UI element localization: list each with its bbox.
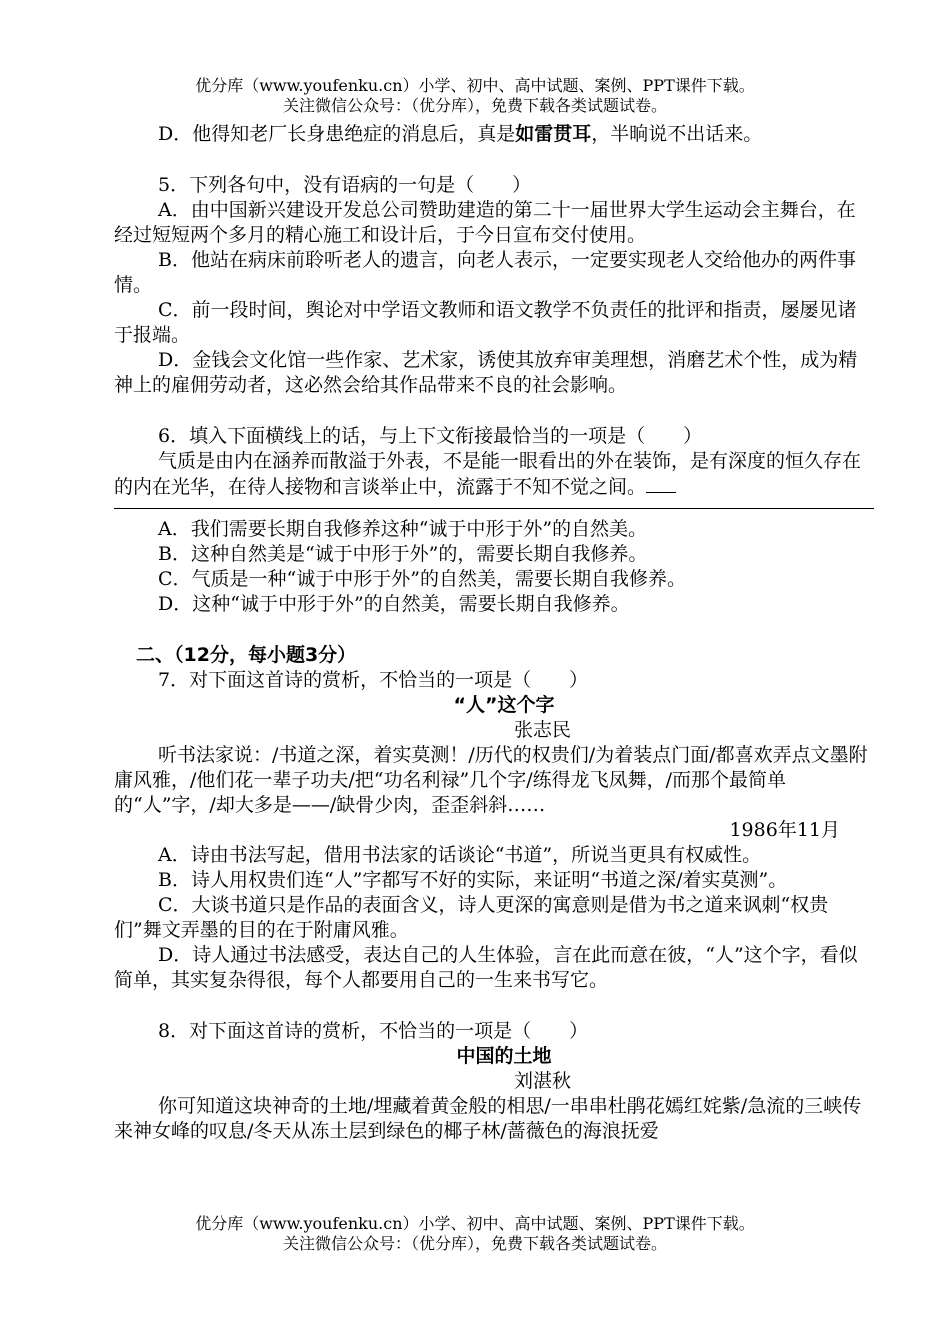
q4-option-d: D．他得知老厂长身患绝症的消息后，真是如雷贯耳，半晌说不出话来。: [158, 123, 763, 145]
q5-option-a: A．由中国新兴建设开发总公司赞助建造的第二十一届世界大学生运动会主舞台，在经过短短两个多月的精心施工和设计后，于今日宣布交付使用。: [114, 199, 856, 246]
q5-option-d: D．金钱会文化馆一些作家、艺术家，诱使其放弃审美理想，消磨艺术个性，成为精神上的雇佣劳动者，这必然会给其作品带来不良的社会影响。: [114, 349, 858, 396]
q8-poem-text: 你可知道这块神奇的土地/埋藏着黄金般的相思/一串串杜鹃花嫣红姹紫/急流的三峡传来神女峰的叹息/冬天从冻土层到绿色的椰子林/蔷薇色的海浪抚爱: [114, 1095, 862, 1142]
q8-poem-author: 刘湛秋: [514, 1070, 572, 1092]
footer-line-2: 关注微信公众号：（优分库），免费下载各类试题试卷。: [282, 1234, 667, 1253]
q7-poem-author: 张志民: [514, 719, 572, 741]
q7-option-a: A．诗由书法写起，借用书法家的话谈论“书道”，所说当更具有权威性。: [158, 844, 762, 866]
q6-fill-blank-line: [114, 500, 874, 509]
q6-stem: 6．填入下面横线上的话，与上下文衔接最恰当的一项是（ ）: [158, 425, 703, 447]
q6-option-d: D．这种“诚于中形于外”的自然美，需要长期自我修养。: [158, 593, 630, 615]
page-header: [0, 76, 950, 116]
q7-stem: 7．对下面这首诗的赏析，不恰当的一项是（ ）: [158, 669, 589, 691]
q7-option-c: C．大谈书道只是作品的表面含义，诗人更深的寓意则是借为书之道来讽刺“权贵们”舞文弄墨的目的在于附庸风雅。: [114, 894, 829, 941]
page-footer: [0, 1214, 950, 1254]
q6-fill-blank: [646, 474, 676, 493]
section-2-heading: 二、（12分，每小题3分）: [136, 644, 357, 666]
q5-option-b: B．他站在病床前聆听老人的遗言，向老人表示，一定要实现老人交给他办的两件事情。: [114, 249, 856, 296]
header-line-2: 关注微信公众号：（优分库），免费下载各类试题试卷。: [282, 96, 667, 115]
q5-option-c: C．前一段时间，舆论对中学语文教师和语文教学不负责任的批评和指责，屡屡见诸于报端。: [114, 299, 857, 346]
q6-option-b: B．这种自然美是“诚于中形于外”的，需要长期自我修养。: [158, 543, 648, 565]
q7-poem-text: 听书法家说：/书道之深，着实莫测！/历代的权贵们/为着装点门面/都喜欢弄点文墨附庸风雅，/他们花一辈子功夫/把“功名利禄”几个字/练得龙飞凤舞，/而那个最简单的“人”字，/却大多是——/缺骨少肉，歪歪斜斜……: [114, 744, 868, 816]
q5-stem: 5．下列各句中，没有语病的一句是（ ）: [158, 174, 532, 196]
q7-option-d: D．诗人通过书法感受，表达自己的人生体验，言在此而意在彼，“人”这个字，看似简单，其实复杂得很，每个人都要用自己的一生来书写它。: [114, 944, 858, 991]
q8-stem: 8．对下面这首诗的赏析，不恰当的一项是（ ）: [158, 1020, 589, 1042]
q7-poem-date: 1986年11月: [729, 819, 840, 841]
q4-option-d-emphasis: 如雷贯耳: [515, 123, 592, 145]
q8-poem-title: 中国的土地: [456, 1045, 552, 1067]
header-line-1: 优分库（www.youfenku.cn）小学、初中、高中试题、案例、PPT课件下载。: [195, 76, 755, 95]
q6-option-c: C．气质是一种“诚于中形于外”的自然美，需要长期自我修养。: [158, 568, 686, 590]
q7-option-b: B．诗人用权贵们连“人”字都写不好的实际，来证明“书道之深/着实莫测”。: [158, 869, 788, 891]
q7-poem-title: “人”这个字: [453, 694, 555, 716]
q6-passage: 气质是由内在涵养而散溢于外表，不是能一眼看出的外在装饰，是有深度的恒久存在的内在光华，在待人接物和言谈举止中，流露于不知不觉之间。: [114, 450, 862, 498]
footer-line-1: 优分库（www.youfenku.cn）小学、初中、高中试题、案例、PPT课件下载。: [195, 1214, 755, 1233]
q6-option-a: A．我们需要长期自我修养这种“诚于中形于外”的自然美。: [158, 518, 648, 540]
document-body: [114, 122, 874, 1144]
